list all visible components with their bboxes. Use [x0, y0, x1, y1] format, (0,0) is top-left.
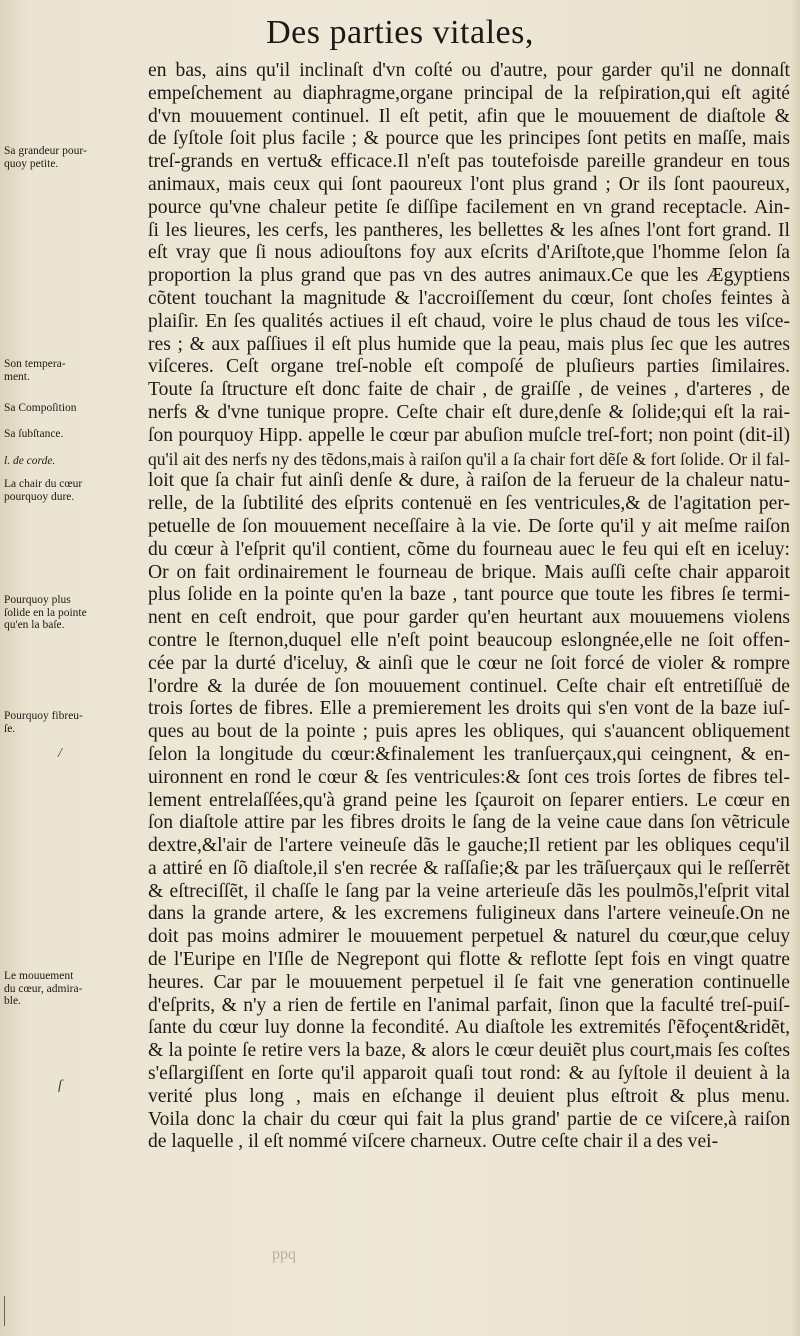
text-line: loit que ſa chair fut ainſi denſe & dure, à raiſon de la ferueur de la chaleur natu-: [148, 470, 790, 492]
text-line: res ; & aux paſſiues il eſt plus humide que la peau, mais plus ſec que les autres: [148, 333, 790, 355]
text-line: nerfs & d'vne tunique propre. Ceſte chair eſt dure,denſe & ſolide;qui eſt la rai-: [148, 401, 790, 423]
margin-note-motion: Le mouuement du cœur, admira- ble.: [4, 970, 83, 1007]
text-line: l'ordre & la durée de ſon mouuement continuel. Ceſte chair eſt entretiſſuë de: [148, 675, 790, 697]
text-line: & eſtreciſſẽt, il chaſſe le ſang par la veine arterieuſe dãs les poulmõs,l'eſprit vital: [148, 880, 790, 902]
text-line: cée par la durté d'iceluy, & ainſi que le cœur ne ſoit forcé de violer & rompre: [148, 652, 790, 674]
text-line: empeſchement au diaphragme,organe principal de la reſpiration,qui eſt agité: [148, 82, 790, 104]
text-line: s'eſlargiſſent en ſorte qu'il apparoit quaſi tout rond: & au ſyſtole il deuient à la: [148, 1063, 790, 1085]
margin-note-composition: Sa Compoſition: [4, 402, 77, 414]
text-line: contre le ſternon,duquel elle n'eſt point beaucoup eslongnée,elle ne ſoit offen-: [148, 629, 790, 651]
text-line: eſt vray que ſi nous adiouſtons foy aux eſcrits d'Ariſtote,que l'homme ſelon ſa: [148, 242, 790, 264]
page-edge-mark: [4, 1296, 5, 1326]
text-line: d'eſprits, & n'y a rien de fertile en l'animal parfait, ſinon que la faculté treſ-puiſ-: [148, 994, 790, 1016]
margin-note-size: Sa grandeur pour- quoy petite.: [4, 145, 87, 170]
text-line: ques au bout de la pointe ; puis apres les obliques, qui s'auancent obliquement: [148, 721, 790, 743]
text-line: verité plus long , mais en eſchange il deuient plus eſtroit & plus menu.: [148, 1085, 790, 1107]
text-line: dans la grande artere, & les excremens fuligineux dans l'artere veineuſe.On ne: [148, 903, 790, 925]
text-line: plaiſir. En ſes qualités actiues il eſt chaud, voire le plus chaud de tous les viſce-: [148, 310, 790, 332]
margin-note-reference: l. de corde.: [4, 455, 56, 467]
text-line: ſon diaſtole attire par les fibres droits le ſang de la veine caue dans ſon vẽtricule: [148, 812, 790, 834]
running-head: Des parties vitales,: [266, 14, 534, 51]
text-line: treſ-grands en vertu& efficace.Il n'eſt pas toutefoisde pareille grandeur en tous: [148, 151, 790, 173]
text-line: proportion la plus grand que pas vn des autres animaux.Ce que les Ægyptiens: [148, 265, 790, 287]
text-line: dextre,&l'air de l'artere veineuſe dãs le gauche;Il retient par les obliques cequ'il: [148, 835, 790, 857]
text-line: cõtent touchant la magnitude & l'accroiſſement du cœur, ſont choſes feintes à: [148, 287, 790, 309]
bleed-through-mark: ppq: [272, 1246, 296, 1263]
text-line: d'vn mouuement continuel. Il eſt petit, afin que le mouuement de diaſtole &: [148, 105, 790, 127]
text-line: trois ſortes de fibres. Elle a premierement les droits qui s'en vont de la baze iuſ-: [148, 698, 790, 720]
margin-note-temperament: Son tempera- ment.: [4, 358, 66, 383]
text-line: nent en ceſt endroit, que pour garder qu'en heurtant aux mouuemens violens: [148, 607, 790, 629]
body-text: [148, 60, 790, 1154]
text-line: ſante du cœur luy donne la fecondité. Au diaſtole les extremités ſ'ẽfoçent&ridẽt,: [148, 1017, 790, 1039]
text-line: de ſyſtole ſoit plus facile ; & pource que les principes ſont petits en maſſe, mais: [148, 128, 790, 150]
text-line: Or on fait ordinairement le fourneau de brique. Mais auſſi ceſte chair apparoit: [148, 561, 790, 583]
text-line: relle, de la ſubtilité des eſprits contenuë en ſes ventricules,& de l'agitation per-: [148, 493, 790, 515]
text-line: animaux, mais ceux qui ſont paoureux l'ont plus grand ; Or ils ſont paoureux,: [148, 173, 790, 195]
margin-note-substance: Sa ſubſtance.: [4, 428, 64, 440]
text-line: de l'Euripe en l'Iſle de Negrepont qui flotte & reflotte ſept fois en vingt quatre: [148, 949, 790, 971]
margin-note-fibrous: Pourquoy fibreu- ſe.: [4, 710, 83, 735]
text-line: Toute ſa ſtructure eſt donc faite de chair , de graiſſe , de veines , d'arteres , de: [148, 379, 790, 401]
margin-note-hard-flesh: La chair du cœur pourquoy dure.: [4, 478, 83, 503]
text-line: qu'il ait des nerfs ny des tẽdons,mais à raiſon qu'il a ſa chair fort dẽſe & fort ſolide. Or il fal-: [148, 448, 790, 469]
text-line: du cœur à l'eſprit qu'il contient, cõme du fourneau auec le feu qui eſt en iceluy:: [148, 538, 790, 560]
marginal-mark-slash: /: [58, 746, 62, 761]
text-line: ſi les lieures, les cerfs, les pantheres, les bellettes & les aſnes l'ont fort grand. Il: [148, 219, 790, 241]
text-line: ſon pourquoy Hipp. appelle le cœur par abuſion muſcle treſ-fort; non point (dit-il): [148, 424, 790, 446]
text-line: en bas, ains qu'il inclinaſt d'vn coſté ou d'autre, pour garder qu'il ne donnaſt: [148, 60, 790, 81]
text-line: de laquelle , il eſt nommé viſcere charneux. Outre ceſte chair il a des vei-: [148, 1131, 719, 1153]
marginal-mark-s: ſ: [58, 1078, 62, 1093]
text-line: & la pointe ſe retire vers la baze, & alors le cœur deuiẽt plus court,mais ſes coſtes: [148, 1040, 790, 1062]
text-line: plus ſolide en la pointe qu'en la baze , tant pource que toute les fibres ſe termi-: [148, 584, 790, 606]
margin-note-solid-point: Pourquoy plus ſolide en la pointe qu'en la baſe.: [4, 594, 87, 631]
text-line: uironnent en rond le cœur & ſes ventricules:& ſont ces trois ſortes de fibres tel-: [148, 766, 790, 788]
text-line: viſceres. Ceſt organe treſ-noble eſt compoſé de pluſieurs parties ſimilaires.: [148, 356, 790, 378]
text-line: ſelon la longitude du cœur:&finalement les tranſuerçaux,qui ceingnent, & en-: [148, 743, 790, 765]
text-line: Voila donc la chair du cœur qui fait la plus grand' partie de ce viſcere,à raiſon: [148, 1108, 790, 1130]
text-line: a attiré en ſõ diaſtole,il s'en recrée & raſſaſie;& par les trãſuerçaux qui le reſſerrẽt: [148, 857, 790, 879]
text-line: pource qu'vne chaleur petite ſe diſſipe facilement en vn grand receptacle. Ain-: [148, 196, 790, 218]
text-line: lement entrelaſſées,qu'à grand peine les ſçauroit on ſeparer entiers. Le cœur en: [148, 789, 790, 811]
text-line: heures. Car par le mouuement perpetuel il ſe fait vne generation continuelle: [148, 971, 790, 993]
text-line: petuelle de ſon mouuement neceſſaire à la vie. De ſorte qu'il y ait meſme raiſon: [148, 515, 790, 537]
text-line: doit pas moins admirer le mouuement perpetuel & naturel du cœur,que celuy: [148, 926, 790, 948]
